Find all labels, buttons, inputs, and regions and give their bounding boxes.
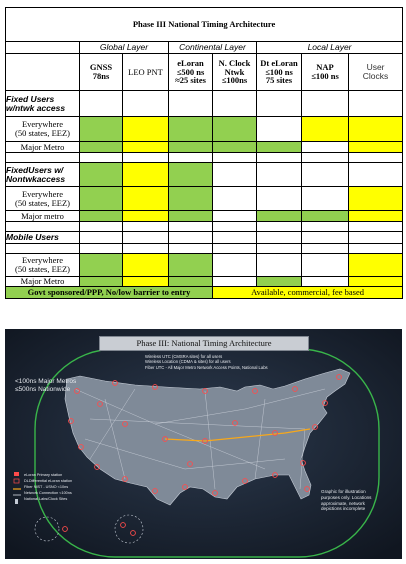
table-row xyxy=(6,187,403,211)
map-legend-bottom: eLoran Primary station DLDifferential eLoran station Fiber NIST - USNO <10ns Network Connection <100ns National Labs/Clock Sites xyxy=(24,473,73,501)
layer-global: Global Layer xyxy=(80,42,169,54)
col-dt-eloran: Dt eLoran ≤100 ns 75 sites xyxy=(257,54,302,91)
table-title: Phase III National Timing Architecture xyxy=(6,8,403,42)
legend-lab-swatch xyxy=(15,499,18,504)
col-nap: NAP ≤100 ns xyxy=(302,54,349,91)
col-user-clocks: User Clocks xyxy=(349,54,403,91)
col-gnss: GNSS 78ns xyxy=(80,54,123,91)
section-mobile xyxy=(6,232,403,244)
map-right-note: Graphic for illustration purposes only. Locations approximate, network depictions incomplete xyxy=(321,489,372,512)
table-row xyxy=(6,254,403,277)
section-title: Mobile Users xyxy=(6,232,80,244)
footer-govt: Govt sponsored/PPP, No/low barrier to entry xyxy=(6,287,213,299)
legend-primary-swatch xyxy=(14,472,19,476)
row-label: Everywhere (50 states, EEZ) xyxy=(6,254,80,277)
section-fixed-network xyxy=(6,91,403,117)
row-label: Major metro xyxy=(6,211,80,222)
col-clock-network: N. Clock Ntwk ≤100ns xyxy=(213,54,257,91)
section-fixed-no-network xyxy=(6,163,403,187)
column-header-blank xyxy=(6,54,80,91)
map-title: Phase III: National Timing Architecture xyxy=(99,336,309,351)
architecture-table xyxy=(5,7,403,299)
row-label: Everywhere (50 states, EEZ) xyxy=(6,187,80,211)
col-leo-pnt: LEO PNT xyxy=(123,54,169,91)
layer-local: Local Layer xyxy=(257,42,403,54)
table-row xyxy=(6,277,403,287)
column-header-row xyxy=(6,54,403,91)
table-row xyxy=(6,142,403,153)
map-panel xyxy=(5,329,402,559)
table-row xyxy=(6,211,403,222)
layer-header-blank xyxy=(6,42,80,54)
table-row xyxy=(6,117,403,142)
layer-continental: Continental Layer xyxy=(169,42,257,54)
map-legend-top: Wireless UTC (CMSRA sites) for all users Wireless Location (CDMA & sites) for all users Fiber UTC - All Major Metro Network Access Points, National Labs xyxy=(145,354,268,370)
map-left-note: <100ns Major Metros ≤500ns Nationwide xyxy=(15,378,77,393)
table-footer xyxy=(6,287,403,299)
row-label: Major Metro xyxy=(6,277,80,287)
section-title: Fixed Users w/ntwk access xyxy=(6,91,80,117)
section-title: FixedUsers w/ Nontwkaccess xyxy=(6,163,80,187)
layer-header-row xyxy=(6,42,403,54)
row-label: Major Metro xyxy=(6,142,80,153)
footer-commercial: Available, commercial, fee based xyxy=(213,287,403,299)
row-label: Everywhere (50 states, EEZ) xyxy=(6,117,80,142)
col-eloran: eLoran ≤500 ns ≈25 sites xyxy=(169,54,213,91)
